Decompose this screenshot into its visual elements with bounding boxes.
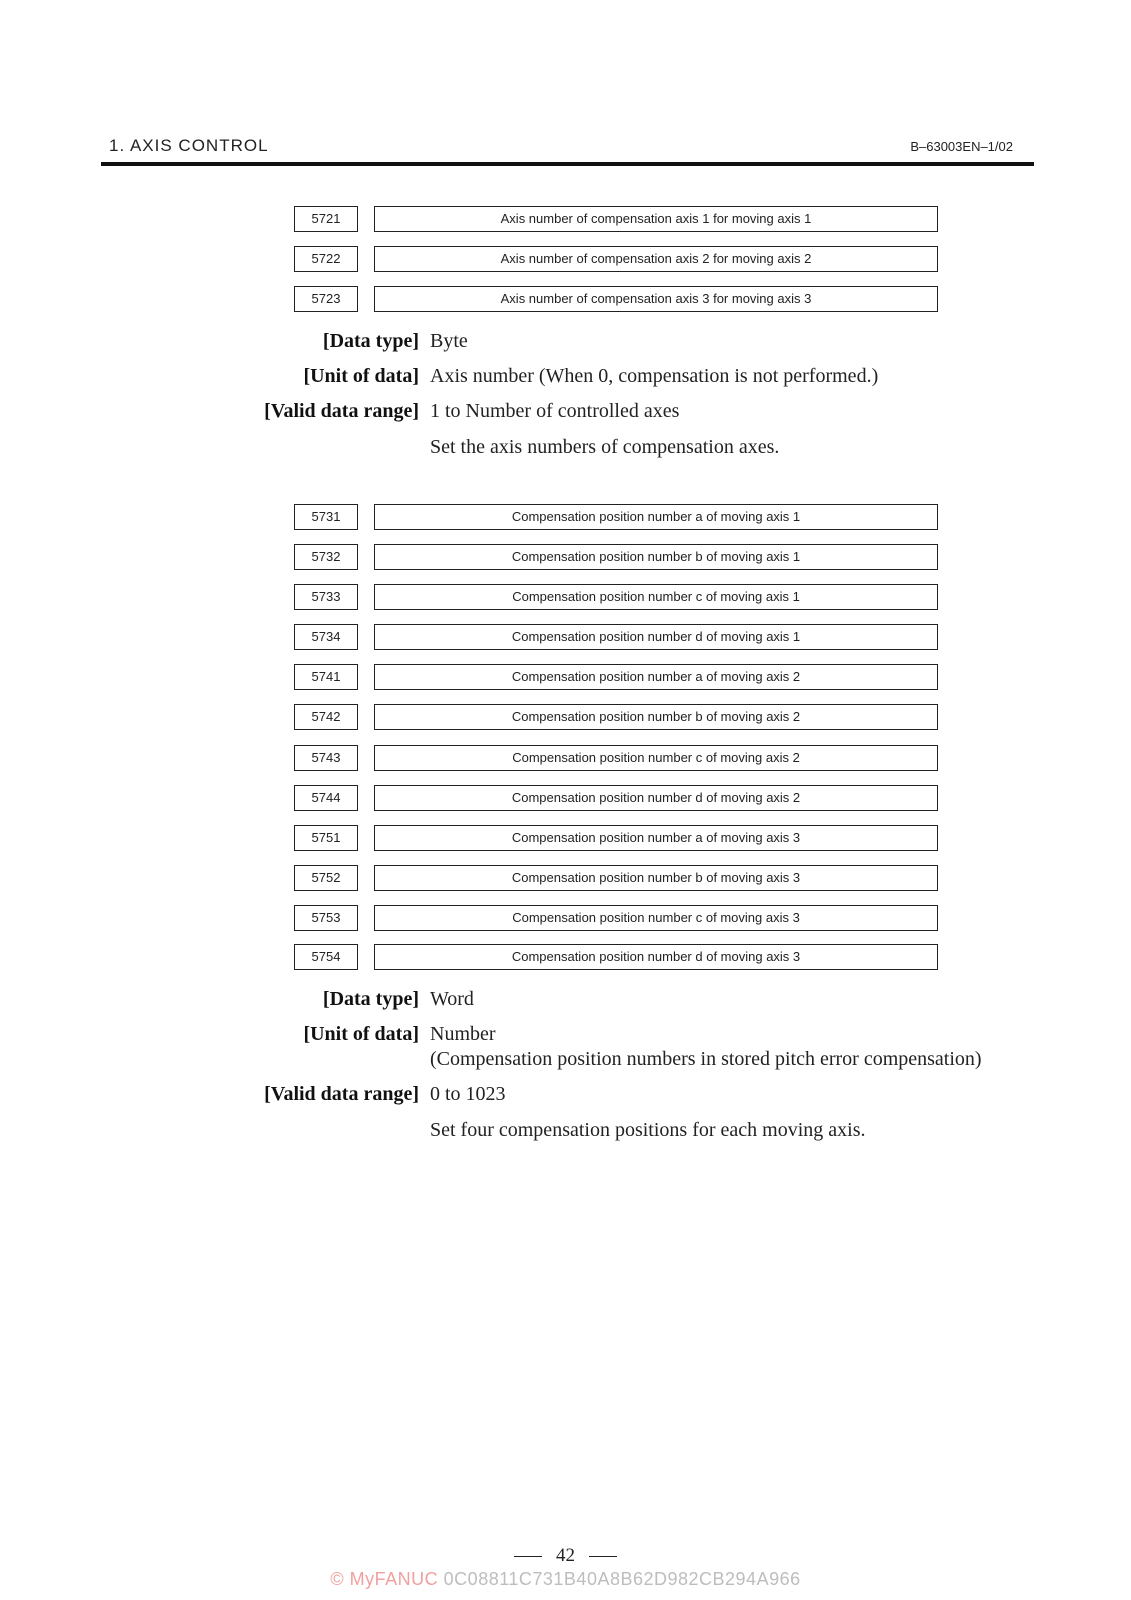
data-type-label: [Data type]: [322, 988, 419, 1010]
parameter-number: 5754: [294, 944, 358, 970]
page-number-value: 42: [556, 1545, 575, 1566]
unit-of-data-label: [Unit of data]: [303, 365, 419, 387]
page-number: [0, 1545, 1131, 1567]
valid-data-range-value: 0 to 1023: [430, 1083, 506, 1105]
parameter-number: 5721: [294, 206, 358, 232]
description-note: Set four compensation positions for each moving axis.: [430, 1119, 866, 1141]
unit-of-data-detail: (Compensation position numbers in stored pitch error compensation): [430, 1048, 982, 1070]
parameter-number: 5723: [294, 286, 358, 312]
valid-data-range-label: [Valid data range]: [264, 1083, 419, 1105]
param-row: [0, 544, 1131, 572]
parameter-description: Compensation position number b of moving axis 1: [374, 544, 938, 570]
parameter-number: 5743: [294, 745, 358, 771]
parameter-description: Compensation position number c of moving axis 2: [374, 745, 938, 771]
param-row: [0, 944, 1131, 972]
parameter-description: Axis number of compensation axis 1 for moving axis 1: [374, 206, 938, 232]
parameter-description: Compensation position number a of moving axis 3: [374, 825, 938, 851]
param-row: [0, 825, 1131, 853]
parameter-description: Compensation position number d of moving axis 2: [374, 785, 938, 811]
header-divider: [101, 162, 1034, 166]
parameter-number: 5744: [294, 785, 358, 811]
parameter-description: Axis number of compensation axis 2 for moving axis 2: [374, 246, 938, 272]
parameter-number: 5734: [294, 624, 358, 650]
data-type-value: Byte: [430, 330, 468, 352]
param-row: [0, 865, 1131, 893]
param-row: [0, 286, 1131, 314]
section-title: 1. AXIS CONTROL: [109, 136, 269, 155]
parameter-description: Compensation position number c of moving axis 1: [374, 584, 938, 610]
parameter-number: 5742: [294, 704, 358, 730]
parameter-number: 5753: [294, 905, 358, 931]
param-row: [0, 785, 1131, 813]
parameter-description: Compensation position number b of moving axis 2: [374, 704, 938, 730]
page-number-dash: [589, 1556, 617, 1557]
parameter-number: 5732: [294, 544, 358, 570]
param-row: [0, 664, 1131, 692]
parameter-number: 5752: [294, 865, 358, 891]
unit-of-data-value: Number: [430, 1023, 496, 1045]
watermark-code: 0C08811C731B40A8B62D982CB294A966: [443, 1569, 801, 1589]
data-type-value: Word: [430, 988, 474, 1010]
watermark-brand: © MyFANUC: [330, 1569, 439, 1589]
description-note: Set the axis numbers of compensation axes.: [430, 436, 780, 458]
unit-of-data-value: Axis number (When 0, compensation is not performed.): [430, 365, 879, 387]
param-row: [0, 504, 1131, 532]
valid-data-range-value: 1 to Number of controlled axes: [430, 400, 680, 422]
parameter-description: Compensation position number b of moving axis 3: [374, 865, 938, 891]
parameter-description: Compensation position number a of moving axis 1: [374, 504, 938, 530]
watermark: [0, 1569, 1131, 1590]
parameter-number: 5722: [294, 246, 358, 272]
parameter-description: Compensation position number d of moving axis 1: [374, 624, 938, 650]
parameter-description: Compensation position number a of moving axis 2: [374, 664, 938, 690]
data-type-label: [Data type]: [322, 330, 419, 352]
param-row: [0, 584, 1131, 612]
parameter-number: 5733: [294, 584, 358, 610]
param-row: [0, 745, 1131, 773]
parameter-description: Compensation position number c of moving axis 3: [374, 905, 938, 931]
param-row: [0, 624, 1131, 652]
param-row: [0, 704, 1131, 732]
parameter-number: 5741: [294, 664, 358, 690]
param-row: [0, 206, 1131, 234]
document-code: B–63003EN–1/02: [910, 139, 1013, 154]
valid-data-range-label: [Valid data range]: [264, 400, 419, 422]
unit-of-data-label: [Unit of data]: [303, 1023, 419, 1045]
page-number-dash: [514, 1556, 542, 1557]
parameter-number: 5751: [294, 825, 358, 851]
parameter-description: Compensation position number d of moving axis 3: [374, 944, 938, 970]
parameter-number: 5731: [294, 504, 358, 530]
parameter-description: Axis number of compensation axis 3 for moving axis 3: [374, 286, 938, 312]
param-row: [0, 246, 1131, 274]
param-row: [0, 905, 1131, 933]
